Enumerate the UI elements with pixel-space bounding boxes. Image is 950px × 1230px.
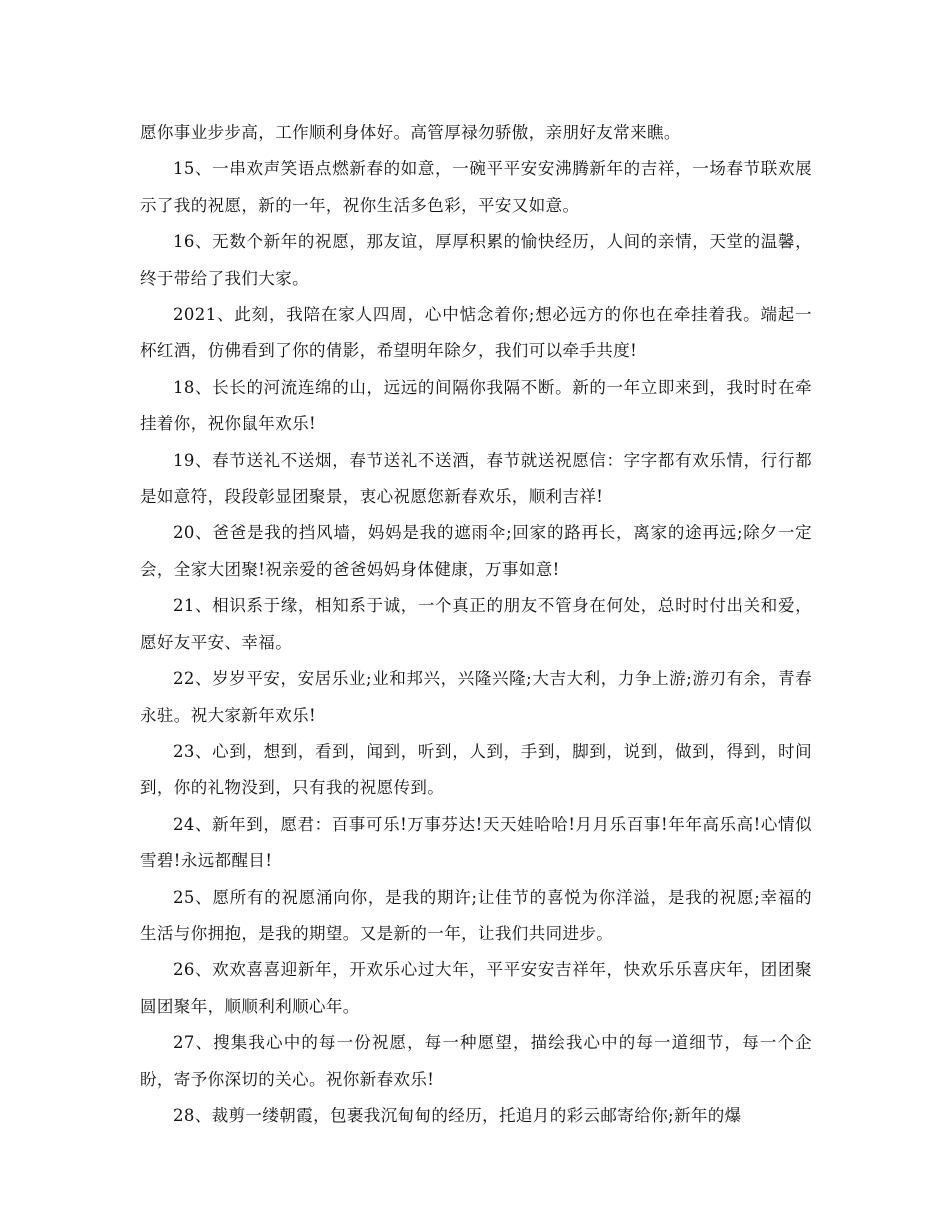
paragraph-24: 24、新年到，愿君：百事可乐!万事芬达!天天娃哈哈!月月乐百事!年年高乐高!心情似雪碧!永远都醒目! xyxy=(140,814,812,871)
paragraph-18: 18、长长的河流连绵的山，远远的间隔你我隔不断。新的一年立即来到，我时时在牵挂着你，祝你鼠年欢乐! xyxy=(140,377,812,434)
paragraph-26: 26、欢欢喜喜迎新年，开欢乐心过大年，平平安安吉祥年，快欢乐乐喜庆年，团团聚圆团聚年，顺顺利利顺心年。 xyxy=(140,960,812,1016)
paragraph-28: 28、裁剪一缕朝霞，包裹我沉甸甸的经历，托追月的彩云邮寄给你;新年的爆 xyxy=(173,1105,742,1125)
document-body xyxy=(140,115,812,1134)
paragraph-continuation: 愿你事业步步高，工作顺利身体好。高管厚禄勿骄傲，亲朋好友常来瞧。 xyxy=(140,123,681,142)
paragraph-27: 27、搜集我心中的每一份祝愿，每一种愿望，描绘我心中的每一道细节，每一个企盼，寄予你深切的关心。祝你新春欢乐! xyxy=(140,1033,812,1089)
paragraph-25: 25、愿所有的祝愿涌向你，是我的期许;让佳节的喜悦为你洋溢，是我的祝愿;幸福的生活与你拥抱，是我的期望。又是新的一年，让我们共同进步。 xyxy=(140,887,812,943)
paragraph-22: 22、岁岁平安，安居乐业;业和邦兴，兴隆兴隆;大吉大利，力争上游;游刃有余，青春永驻。祝大家新年欢乐! xyxy=(140,669,812,725)
paragraph-19: 19、春节送礼不送烟，春节送礼不送酒，春节就送祝愿信：字字都有欢乐情，行行都是如意符，段段彰显团聚景，衷心祝愿您新春欢乐，顺利吉祥! xyxy=(140,450,812,507)
paragraph-23: 23、心到，想到，看到，闻到，听到，人到，手到，脚到，说到，做到，得到，时间到，你的礼物没到，只有我的祝愿传到。 xyxy=(140,741,812,798)
paragraph-21: 21、相识系于缘，相知系于诚，一个真正的朋友不管身在何处，总时时付出关和爱，愿好友平安、幸福。 xyxy=(140,596,812,652)
paragraph-16: 16、无数个新年的祝愿，那友谊，厚厚积累的愉快经历，人间的亲情，天堂的温馨，终于带给了我们大家。 xyxy=(140,232,812,288)
paragraph-20: 20、爸爸是我的挡风墙，妈妈是我的遮雨伞;回家的路再长，离家的途再远;除夕一定会，全家大团聚!祝亲爱的爸爸妈妈身体健康，万事如意! xyxy=(140,523,812,579)
paragraph-17: 2021、此刻，我陪在家人四周，心中惦念着你;想必远方的你也在牵挂着我。端起一杯红酒，仿佛看到了你的倩影，希望明年除夕，我们可以牵手共度! xyxy=(140,305,812,361)
paragraph-15: 15、一串欢声笑语点燃新春的如意，一碗平平安安沸腾新年的吉祥，一场春节联欢展示了我的祝愿，新的一年，祝你生活多色彩，平安又如意。 xyxy=(140,159,812,215)
